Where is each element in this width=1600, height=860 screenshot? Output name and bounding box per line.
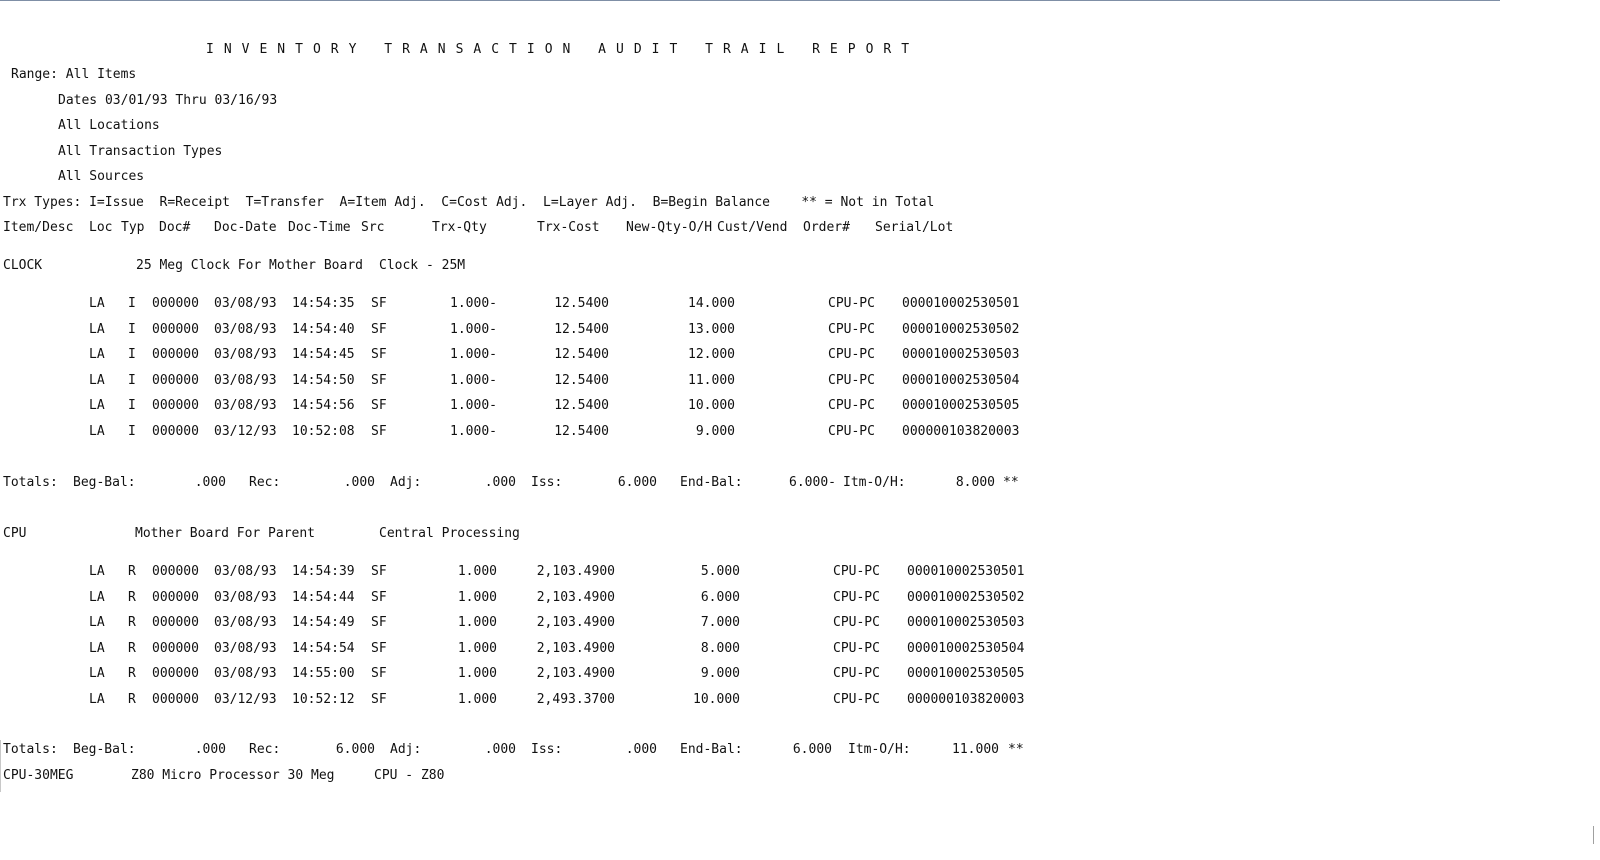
cell-trx-cost: 12.5400	[554, 296, 609, 311]
cell-typ: R	[128, 564, 136, 579]
column-header: Trx-Qty	[432, 220, 487, 235]
cell-typ: I	[128, 322, 136, 337]
cell-new-qty-oh: 14.000	[688, 296, 735, 311]
cell-serial-lot: 000010002530501	[902, 296, 1020, 311]
cell-doc-number: 000000	[152, 564, 199, 579]
totals-beg-bal: .000	[194, 475, 226, 490]
cell-cust-vend: CPU-PC	[828, 322, 875, 337]
totals-adj: .000	[484, 475, 516, 490]
cell-typ: R	[128, 641, 136, 656]
cell-trx-qty: 1.000-	[450, 296, 497, 311]
cell-doc-time: 14:55:00	[292, 666, 355, 681]
cell-doc-number: 000000	[152, 590, 199, 605]
column-header: Cust/Vend	[717, 220, 788, 235]
totals-iss: .000	[625, 742, 657, 757]
cell-loc: LA	[89, 692, 105, 707]
cell-src: SF	[371, 615, 387, 630]
cell-doc-time: 14:54:49	[292, 615, 355, 630]
cell-trx-qty: 1.000	[457, 590, 497, 605]
totals-itm-oh: 8.000	[955, 475, 995, 490]
cell-typ: R	[128, 666, 136, 681]
totals-beg-bal: .000	[194, 742, 226, 757]
cell-typ: I	[128, 296, 136, 311]
totals-iss-label: Iss:	[531, 475, 563, 490]
item-description: Mother Board For Parent	[135, 526, 316, 541]
cell-new-qty-oh: 13.000	[688, 322, 735, 337]
totals-rec-label: Rec:	[249, 475, 281, 490]
column-header: Doc#	[159, 220, 191, 235]
cell-typ: I	[128, 398, 136, 413]
cell-serial-lot: 000010002530501	[907, 564, 1025, 579]
totals-adj-label: Adj:	[390, 475, 422, 490]
cell-cust-vend: CPU-PC	[833, 666, 880, 681]
totals-rec: 6.000	[335, 742, 375, 757]
cell-loc: LA	[89, 666, 105, 681]
cell-trx-qty: 1.000-	[450, 347, 497, 362]
cell-doc-time: 10:52:08	[292, 424, 355, 439]
cell-new-qty-oh: 12.000	[688, 347, 735, 362]
column-header: Doc-Date	[214, 220, 277, 235]
cell-cust-vend: CPU-PC	[833, 692, 880, 707]
cell-serial-lot: 000010002530504	[902, 373, 1020, 388]
cell-doc-time: 14:54:45	[292, 347, 355, 362]
cell-src: SF	[371, 641, 387, 656]
cell-src: SF	[371, 373, 387, 388]
totals-itm-oh-label: Itm-O/H:	[843, 475, 906, 490]
cell-new-qty-oh: 6.000	[700, 590, 740, 605]
cell-doc-date: 03/08/93	[214, 322, 277, 337]
cell-cust-vend: CPU-PC	[833, 564, 880, 579]
cell-trx-qty: 1.000	[457, 666, 497, 681]
cell-trx-qty: 1.000	[457, 564, 497, 579]
cell-trx-cost: 2,493.3700	[536, 692, 615, 707]
cell-trx-cost: 12.5400	[554, 424, 609, 439]
item-code: CLOCK	[3, 258, 43, 273]
item-description: Z80 Micro Processor 30 Meg	[131, 768, 335, 783]
cell-cust-vend: CPU-PC	[828, 347, 875, 362]
cell-loc: LA	[89, 296, 105, 311]
cell-doc-number: 000000	[152, 347, 199, 362]
cell-new-qty-oh: 9.000	[700, 666, 740, 681]
totals-label: Totals:	[3, 475, 58, 490]
cell-src: SF	[371, 398, 387, 413]
cell-trx-qty: 1.000	[457, 615, 497, 630]
cell-new-qty-oh: 10.000	[693, 692, 740, 707]
cell-cust-vend: CPU-PC	[828, 373, 875, 388]
cell-doc-time: 14:54:54	[292, 641, 355, 656]
cell-trx-cost: 12.5400	[554, 398, 609, 413]
column-header: Doc-Time	[288, 220, 351, 235]
cell-loc: LA	[89, 398, 105, 413]
dates-line: Dates 03/01/93 Thru 03/16/93	[58, 93, 278, 108]
cell-doc-time: 14:54:39	[292, 564, 355, 579]
column-header: Src	[361, 220, 385, 235]
cell-doc-number: 000000	[152, 373, 199, 388]
item-code: CPU-30MEG	[3, 768, 74, 783]
cell-doc-date: 03/08/93	[214, 398, 277, 413]
cell-doc-date: 03/12/93	[214, 692, 277, 707]
column-header: Serial/Lot	[875, 220, 954, 235]
cell-doc-date: 03/08/93	[214, 641, 277, 656]
cell-doc-time: 14:54:56	[292, 398, 355, 413]
cell-serial-lot: 000000103820003	[907, 692, 1025, 707]
totals-adj: .000	[484, 742, 516, 757]
cell-doc-number: 000000	[152, 322, 199, 337]
cell-doc-date: 03/12/93	[214, 424, 277, 439]
cell-doc-time: 14:54:50	[292, 373, 355, 388]
cell-src: SF	[371, 322, 387, 337]
cell-doc-number: 000000	[152, 424, 199, 439]
cell-serial-lot: 000010002530502	[902, 322, 1020, 337]
cell-doc-number: 000000	[152, 666, 199, 681]
cell-typ: I	[128, 373, 136, 388]
item-short-desc: CPU - Z80	[374, 768, 445, 783]
cell-serial-lot: 000010002530505	[902, 398, 1020, 413]
report-title: INVENTORY TRANSACTION AUDIT TRAIL REPORT	[206, 42, 920, 57]
cell-loc: LA	[89, 641, 105, 656]
cell-new-qty-oh: 7.000	[700, 615, 740, 630]
column-header: Loc	[89, 220, 113, 235]
item-short-desc: Central Processing	[379, 526, 520, 541]
cell-trx-qty: 1.000-	[450, 424, 497, 439]
cell-cust-vend: CPU-PC	[833, 615, 880, 630]
window-top-border	[0, 0, 1500, 1]
item-description: 25 Meg Clock For Mother Board	[136, 258, 363, 273]
cell-doc-date: 03/08/93	[214, 666, 277, 681]
cell-cust-vend: CPU-PC	[828, 296, 875, 311]
totals-itm-oh: 11.000	[952, 742, 999, 757]
cell-doc-number: 000000	[152, 296, 199, 311]
totals-rec: .000	[343, 475, 375, 490]
column-header: Trx-Cost	[537, 220, 600, 235]
cell-doc-date: 03/08/93	[214, 590, 277, 605]
cell-doc-number: 000000	[152, 641, 199, 656]
totals-end-bal-label: End-Bal:	[680, 742, 743, 757]
cell-serial-lot: 000010002530504	[907, 641, 1025, 656]
totals-iss: 6.000	[617, 475, 657, 490]
locations-line: All Locations	[58, 118, 160, 133]
cell-trx-cost: 12.5400	[554, 373, 609, 388]
cell-trx-cost: 2,103.4900	[536, 590, 615, 605]
cell-src: SF	[371, 564, 387, 579]
cell-typ: R	[128, 590, 136, 605]
cell-trx-cost: 2,103.4900	[536, 564, 615, 579]
column-header: Item/Desc	[3, 220, 74, 235]
cell-new-qty-oh: 11.000	[688, 373, 735, 388]
cell-loc: LA	[89, 564, 105, 579]
cell-typ: I	[128, 424, 136, 439]
totals-label: Totals:	[3, 742, 58, 757]
cell-loc: LA	[89, 322, 105, 337]
cell-loc: LA	[89, 590, 105, 605]
cell-trx-cost: 12.5400	[554, 322, 609, 337]
totals-end-bal: 6.000	[792, 742, 832, 757]
cell-trx-qty: 1.000-	[450, 398, 497, 413]
cell-new-qty-oh: 10.000	[688, 398, 735, 413]
totals-itm-oh-label: Itm-O/H:	[848, 742, 911, 757]
cell-trx-cost: 2,103.4900	[536, 615, 615, 630]
cell-new-qty-oh: 5.000	[700, 564, 740, 579]
cell-typ: R	[128, 692, 136, 707]
item-code: CPU	[3, 526, 27, 541]
cell-doc-time: 10:52:12	[292, 692, 355, 707]
cell-trx-cost: 2,103.4900	[536, 641, 615, 656]
cell-doc-date: 03/08/93	[214, 373, 277, 388]
cell-src: SF	[371, 666, 387, 681]
column-header: Order#	[803, 220, 850, 235]
totals-adj-label: Adj:	[390, 742, 422, 757]
totals-iss-label: Iss:	[531, 742, 563, 757]
trx-types-legend: Trx Types: I=Issue R=Receipt T=Transfer A=Item Adj. C=Cost Adj. L=Layer Adj. B=Begin Balance ** = Not in Total	[3, 195, 935, 210]
item-short-desc: Clock - 25M	[379, 258, 466, 273]
totals-flag: **	[1003, 475, 1019, 490]
cell-src: SF	[371, 590, 387, 605]
transaction-types-line: All Transaction Types	[58, 144, 223, 159]
totals-flag: **	[1008, 742, 1024, 757]
cell-loc: LA	[89, 347, 105, 362]
cell-doc-number: 000000	[152, 615, 199, 630]
cell-loc: LA	[89, 373, 105, 388]
cell-trx-qty: 1.000-	[450, 373, 497, 388]
totals-end-bal: 6.000-	[789, 475, 836, 490]
cell-cust-vend: CPU-PC	[833, 590, 880, 605]
cell-doc-number: 000000	[152, 398, 199, 413]
totals-beg-bal-label: Beg-Bal:	[73, 742, 136, 757]
corner-mark	[1593, 826, 1594, 844]
cell-typ: I	[128, 347, 136, 362]
cell-new-qty-oh: 9.000	[695, 424, 735, 439]
column-header: Typ	[121, 220, 145, 235]
column-header: New-Qty-O/H	[626, 220, 713, 235]
cell-doc-date: 03/08/93	[214, 347, 277, 362]
cell-loc: LA	[89, 615, 105, 630]
cell-trx-qty: 1.000	[457, 692, 497, 707]
totals-rec-label: Rec:	[249, 742, 281, 757]
cell-cust-vend: CPU-PC	[833, 641, 880, 656]
cell-src: SF	[371, 296, 387, 311]
cell-trx-cost: 2,103.4900	[536, 666, 615, 681]
cell-doc-time: 14:54:35	[292, 296, 355, 311]
cell-src: SF	[371, 692, 387, 707]
cell-typ: R	[128, 615, 136, 630]
cell-new-qty-oh: 8.000	[700, 641, 740, 656]
cell-loc: LA	[89, 424, 105, 439]
cell-serial-lot: 000010002530505	[907, 666, 1025, 681]
cell-doc-date: 03/08/93	[214, 615, 277, 630]
cell-cust-vend: CPU-PC	[828, 424, 875, 439]
cell-doc-number: 000000	[152, 692, 199, 707]
cell-serial-lot: 000000103820003	[902, 424, 1020, 439]
cell-cust-vend: CPU-PC	[828, 398, 875, 413]
cell-src: SF	[371, 347, 387, 362]
range-line: Range: All Items	[11, 67, 137, 82]
totals-end-bal-label: End-Bal:	[680, 475, 743, 490]
totals-beg-bal-label: Beg-Bal:	[73, 475, 136, 490]
sources-line: All Sources	[58, 169, 145, 184]
cell-serial-lot: 000010002530503	[907, 615, 1025, 630]
cell-doc-date: 03/08/93	[214, 296, 277, 311]
cell-doc-time: 14:54:44	[292, 590, 355, 605]
cell-doc-time: 14:54:40	[292, 322, 355, 337]
cell-trx-qty: 1.000-	[450, 322, 497, 337]
cell-trx-qty: 1.000	[457, 641, 497, 656]
cell-serial-lot: 000010002530502	[907, 590, 1025, 605]
cell-trx-cost: 12.5400	[554, 347, 609, 362]
cell-src: SF	[371, 424, 387, 439]
cell-doc-date: 03/08/93	[214, 564, 277, 579]
cell-serial-lot: 000010002530503	[902, 347, 1020, 362]
